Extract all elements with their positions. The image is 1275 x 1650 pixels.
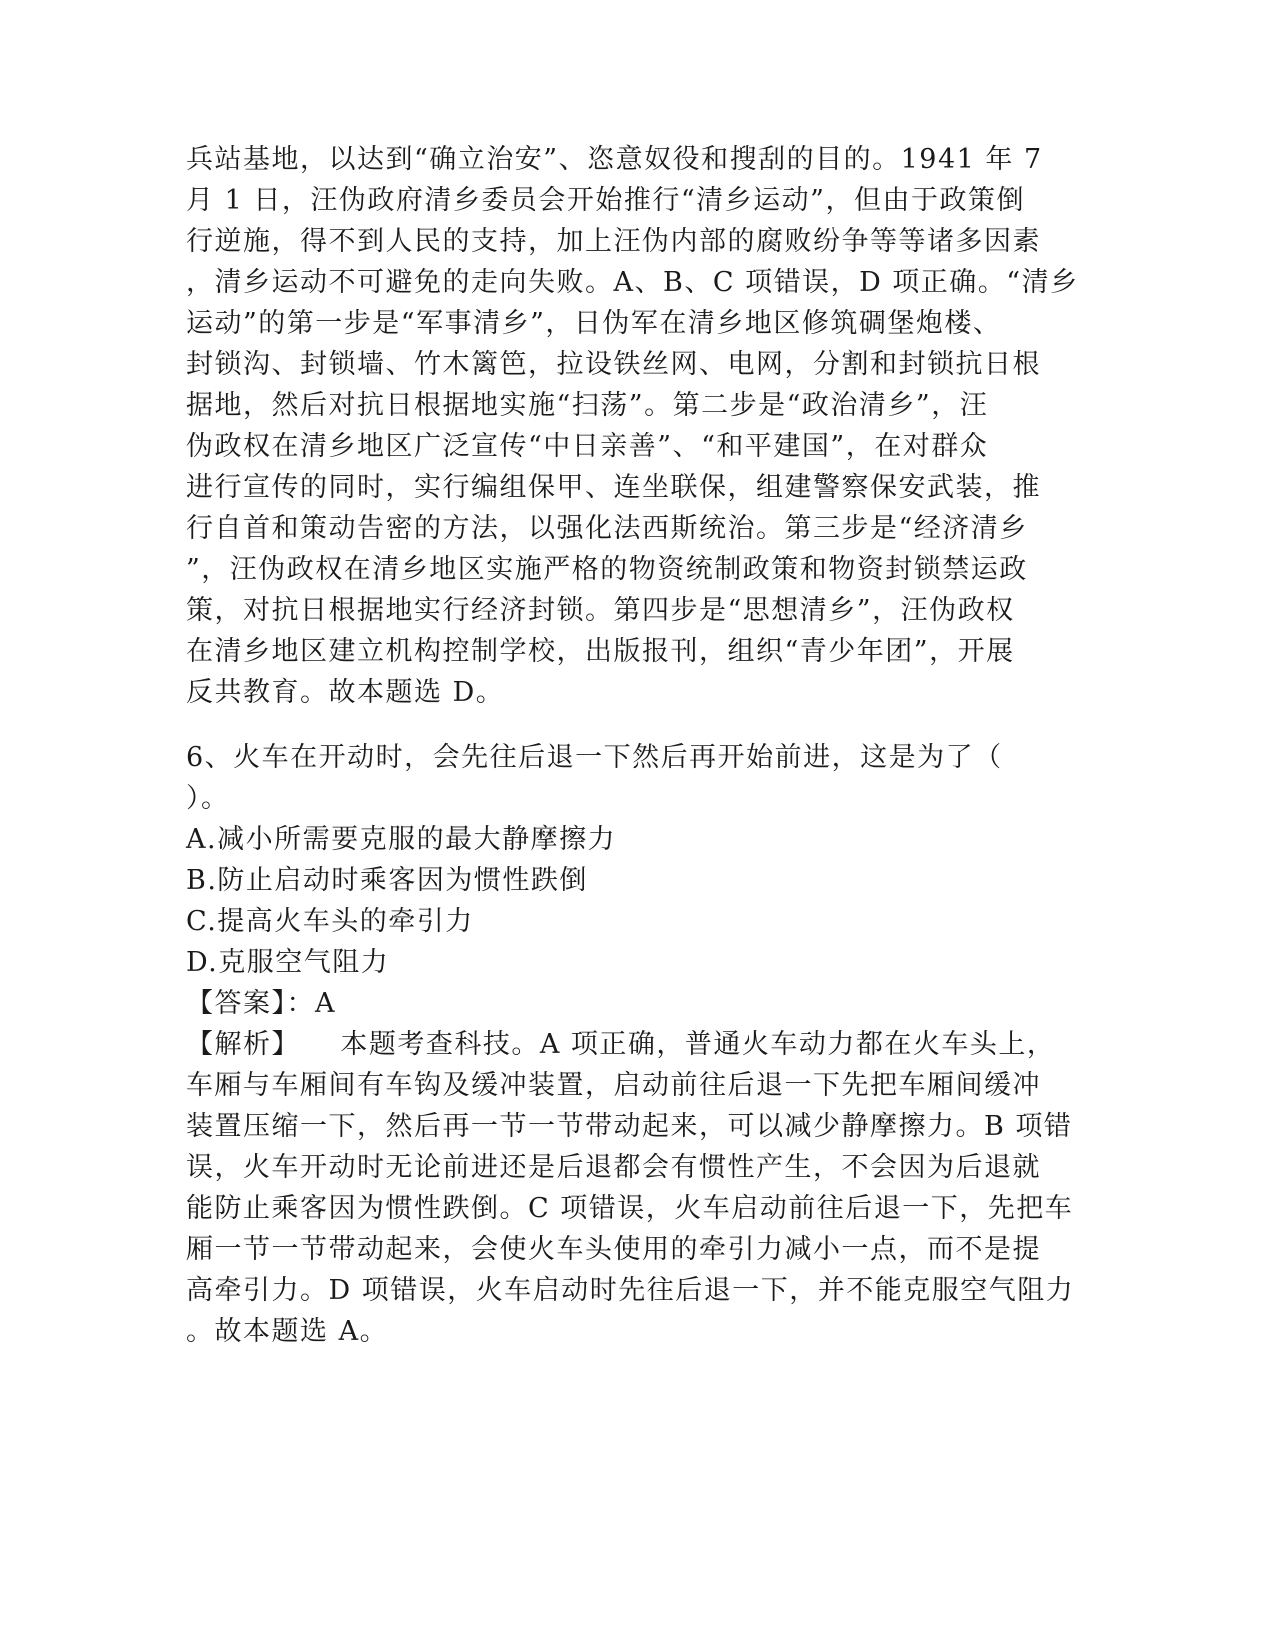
paragraph-line: 进行宣传的同时，实行编组保甲、连坐联保，组建警察保安武装，推 [186,472,1041,503]
paragraph-line: 在清乡地区建立机构控制学校，出版报刊，组织“青少年团”，开展 [186,636,1015,667]
analysis-line: 。故本题选 A。 [186,1316,389,1347]
analysis-line: 厢一节一节带动起来，会使火车头使用的牵引力减小一点，而不是提 [186,1234,1041,1265]
analysis-line: 高牵引力。D 项错误，火车启动时先往后退一下，并不能克服空气阻力 [186,1275,1075,1306]
paragraph-line: 据地，然后对抗日根据地实施“扫荡”。第二步是“政治清乡”，汪 [186,390,989,421]
paragraph-line: 伪政权在清乡地区广泛宣传“中日亲善”、“和平建国”，在对群众 [186,431,989,462]
analysis-line: 误，火车开动时无论前进还是后退都会有惯性产生，不会因为后退就 [186,1152,1041,1183]
paragraph-line: 策，对抗日根据地实行经济封锁。第四步是“思想清乡”，汪伪政权 [186,595,1015,626]
analysis-line: 能防止乘客因为惯性跌倒。C 项错误，火车启动前往后退一下，先把车 [186,1193,1074,1224]
option-b: B.防止启动时乘客因为惯性跌倒 [186,865,588,896]
paragraph-line: 反共教育。故本题选 D。 [186,677,505,708]
paragraph-line: 月 1 日，汪伪政府清乡委员会开始推行“清乡运动”，但由于政策倒 [186,185,1025,216]
paragraph-line: 行逆施，得不到人民的支持，加上汪伪内部的腐败纷争等等诸多因素 [186,226,1041,257]
paragraph-line: 行自首和策动告密的方法，以强化法西斯统治。第三步是“经济清乡 [186,513,1028,544]
answer-line: 【答案】：A [186,988,336,1019]
analysis-line: 车厢与车厢间有车钩及缓冲装置，启动前往后退一下先把车厢间缓冲 [186,1070,1041,1101]
option-c: C.提高火车头的牵引力 [186,906,474,937]
paragraph-line: ”，汪伪政权在清乡地区实施严格的物资统制政策和物资封锁禁运政 [186,554,1028,585]
paragraph-line: 兵站基地，以达到“确立治安”、恣意奴役和搜刮的目的。1941 年 7 [186,144,1043,175]
paragraph-line: 封锁沟、封锁墙、竹木篱笆，拉设铁丝网、电网，分割和封锁抗日根 [186,349,1041,380]
analysis-line: 【解析】 本题考查科技。A 项正确，普通火车动力都在火车头上， [186,1029,1056,1060]
paragraph-line: ，清乡运动不可避免的走向失败。A、B、C 项错误，D 项正确。“清乡 [186,267,1079,298]
option-d: D.克服空气阻力 [186,947,390,978]
question-stem-line: ）。 [186,783,230,814]
question-stem-line: 6、火车在开动时，会先往后退一下然后再开始前进，这是为了（ [186,742,1003,773]
paragraph-line: 运动”的第一步是“军事清乡”，日伪军在清乡地区修筑碉堡炮楼、 [186,308,1002,339]
option-a: A.减小所需要克服的最大静摩擦力 [186,824,617,855]
analysis-line: 装置压缩一下，然后再一节一节带动起来，可以减少静摩擦力。B 项错 [186,1111,1073,1142]
